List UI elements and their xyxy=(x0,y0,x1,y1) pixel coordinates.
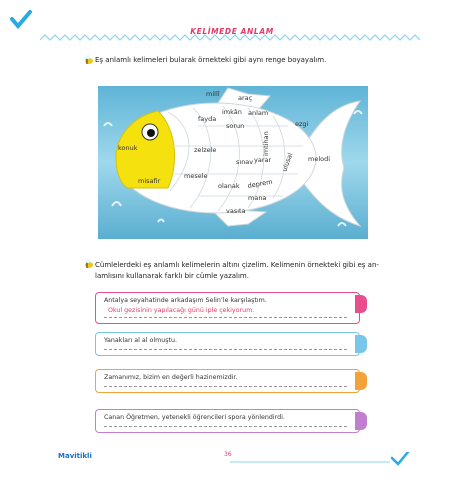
instruction-2-line1: Cümlelerdeki eş anlamlı kelimelerin altını çizelim. Kelimenin örnekteki gibi eş an- xyxy=(95,261,379,269)
word-mesele: mesele xyxy=(184,172,208,180)
bee-icon xyxy=(84,259,94,269)
instruction-1: Eş anlamlı kelimeleri bularak örnekteki gibi aynı renge boyayalım. xyxy=(95,56,327,64)
page-number: 36 xyxy=(224,451,232,458)
word-melodi: melodi xyxy=(308,155,331,163)
answer-line[interactable] xyxy=(104,349,347,350)
word-ulusal: ulusal xyxy=(280,151,295,173)
word-ezgi: ezgi xyxy=(295,120,309,128)
word-imtihan: imtihan xyxy=(262,131,270,156)
word-zelzele: zelzele xyxy=(194,146,217,154)
instruction-2-line2: lamlısını kullanarak farklı bir cümle yazalım. xyxy=(95,272,249,280)
word-sinav: sınav xyxy=(236,158,254,166)
word-mana: mana xyxy=(248,194,267,202)
sentence-box-4 xyxy=(95,409,360,433)
zigzag-divider xyxy=(40,34,420,42)
sentence-text: Antalya seyahatinde arkadaşım Selin’le karşılaştım. xyxy=(104,297,267,304)
sentence-box-1 xyxy=(95,292,360,324)
sentence-box-3 xyxy=(95,369,360,393)
example-answer: Okul gezisinin yapılacağı günü iple çekiyorum. xyxy=(108,307,255,314)
word-arac: araç xyxy=(238,94,253,102)
word-deprem: deprem xyxy=(246,177,274,190)
word-milli: millî xyxy=(206,90,220,98)
sentence-text: Zamanımız, bizim en değerli hazinemizdir. xyxy=(104,374,238,381)
answer-line[interactable] xyxy=(104,386,347,387)
publisher-logo: Mavitikli xyxy=(58,452,92,460)
bee-icon xyxy=(84,55,94,65)
word-olanak: olanak xyxy=(218,182,240,190)
word-konuk: konuk xyxy=(118,144,138,152)
word-imkan: imkân xyxy=(222,108,242,116)
word-misafir: misafir xyxy=(138,177,161,185)
fish-illustration xyxy=(98,86,368,239)
word-anlam: anlam xyxy=(248,109,269,117)
sentence-text: Yanakları al al olmuştu. xyxy=(104,337,177,344)
word-yarar: yarar xyxy=(254,156,272,164)
sentence-text: Canan Öğretmen, yetenekli öğrencileri spora yönlendirdi. xyxy=(104,414,285,421)
footer-checkmark-icon xyxy=(230,452,410,466)
word-fayda: fayda xyxy=(198,115,217,123)
page-title: KELİMEDE ANLAM xyxy=(190,27,274,36)
answer-line[interactable] xyxy=(104,426,347,427)
word-vasita: vasıta xyxy=(226,207,246,215)
sentence-box-2 xyxy=(95,332,360,356)
word-sorun: sorun xyxy=(226,122,245,130)
